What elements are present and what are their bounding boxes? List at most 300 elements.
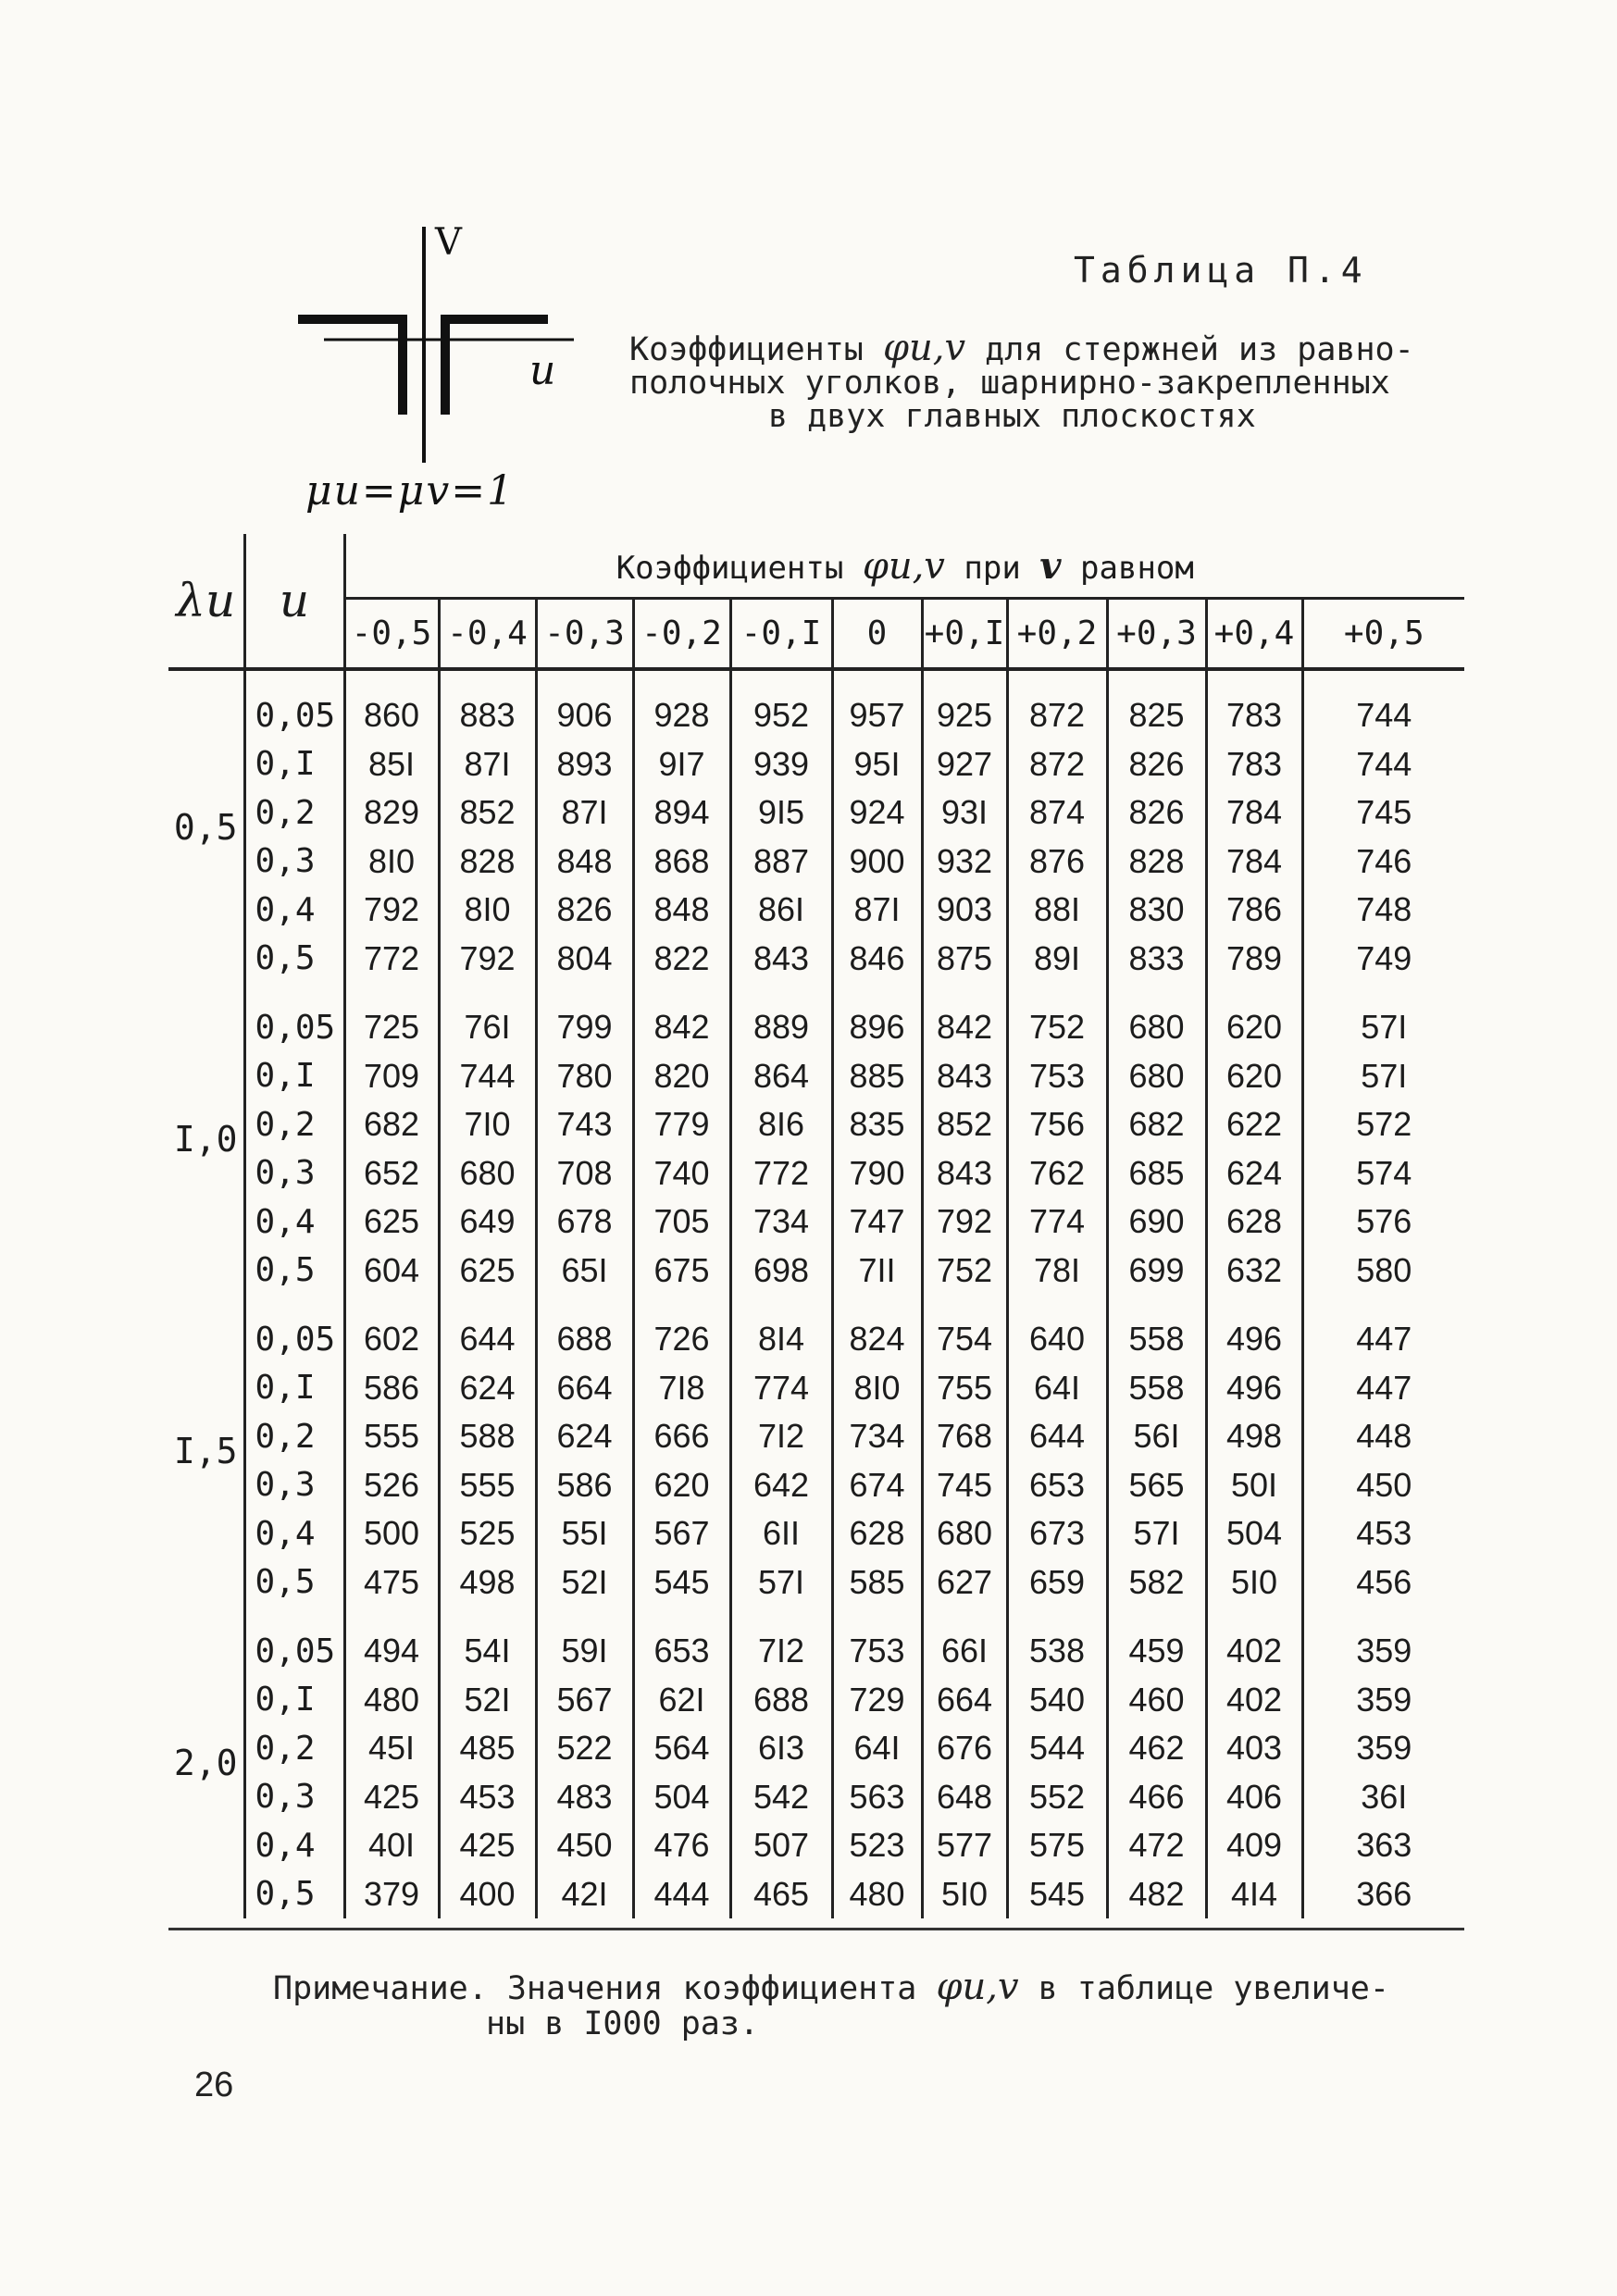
- span-header-post: равном: [1080, 549, 1194, 587]
- coefficient-cell: 459: [1107, 1607, 1206, 1676]
- coefficient-cell: 65I: [536, 1247, 633, 1296]
- u-value-cell: 0,I: [244, 1364, 344, 1413]
- table-row: [168, 838, 1464, 887]
- table-body: [168, 669, 1464, 1930]
- coefficient-cell: 523: [832, 1821, 922, 1870]
- coefficient-table: [168, 534, 1464, 1930]
- coefficient-cell: 447: [1356, 1368, 1412, 1407]
- table-row: [168, 1149, 1464, 1198]
- coefficient-cell: 462: [1107, 1724, 1206, 1773]
- coefficient-cell: 744: [1356, 696, 1412, 735]
- v-value-header: +0,I: [922, 599, 1007, 669]
- coefficient-cell: 87I: [832, 886, 922, 935]
- coefficient-cell: 820: [633, 1052, 730, 1101]
- coefficient-cell: 8I4: [730, 1295, 832, 1364]
- coefficient-cell: 754: [922, 1295, 1007, 1364]
- caption-phi-symbol: φu,v: [882, 327, 966, 369]
- coefficient-cell: 564: [633, 1724, 730, 1773]
- table-row: [168, 1295, 1464, 1364]
- u-value-cell: 0,4: [244, 1509, 344, 1558]
- u-value-cell: 0,2: [244, 1724, 344, 1773]
- caption-line-1: [629, 327, 1425, 369]
- coefficient-cell: 648: [922, 1773, 1007, 1822]
- coefficient-cell: 678: [536, 1198, 633, 1247]
- coefficient-cell: 7I0: [439, 1100, 536, 1149]
- coefficient-cell: 402: [1206, 1607, 1302, 1676]
- span-header-phi: φu,v: [862, 544, 945, 588]
- coefficient-cell: 552: [1007, 1773, 1107, 1822]
- span-header: [344, 534, 1464, 599]
- caption-post: для стержней из равно-: [985, 331, 1414, 368]
- coefficient-cell: 86I: [730, 886, 832, 935]
- coefficient-cell: 7I2: [730, 1607, 832, 1676]
- lambda-group-value: I,0: [168, 983, 244, 1295]
- lambda-group-value: 0,5: [168, 669, 244, 983]
- coefficient-cell: 563: [832, 1773, 922, 1822]
- coefficient-cell: 752: [922, 1247, 1007, 1296]
- coefficient-cell: 558: [1107, 1295, 1206, 1364]
- coefficient-cell: 688: [730, 1676, 832, 1725]
- coefficient-cell: 792: [439, 935, 536, 984]
- coefficient-cell: 625: [439, 1247, 536, 1296]
- coefficient-cell: 622: [1206, 1100, 1302, 1149]
- coefficient-cell: 659: [1007, 1558, 1107, 1607]
- coefficient-cell: 625: [344, 1198, 439, 1247]
- coefficient-cell: 843: [922, 1149, 1007, 1198]
- coefficient-cell: 565: [1107, 1461, 1206, 1510]
- coefficient-cell: 525: [439, 1509, 536, 1558]
- note-line-1: [273, 1966, 1439, 2008]
- coefficient-cell: 828: [1107, 838, 1206, 887]
- table-row: [168, 740, 1464, 789]
- coefficient-cell: 747: [832, 1198, 922, 1247]
- table-row: [168, 1773, 1464, 1822]
- coefficient-cell: 864: [730, 1052, 832, 1101]
- note-post: в таблице увеличе-: [1038, 1970, 1389, 2007]
- coefficient-cell: 740: [633, 1149, 730, 1198]
- coefficient-cell: 744: [1356, 744, 1412, 783]
- coefficient-cell: 842: [633, 983, 730, 1052]
- coefficient-cell: 359: [1356, 1680, 1412, 1719]
- coefficient-cell: 602: [344, 1295, 439, 1364]
- coefficient-cell: 872: [1007, 740, 1107, 789]
- table-row: [168, 1607, 1464, 1676]
- u-value-cell: 0,5: [244, 1247, 344, 1296]
- u-value-cell: 0,05: [244, 669, 344, 740]
- coefficient-cell: 62I: [633, 1676, 730, 1725]
- coefficient-cell: 748: [1356, 890, 1412, 929]
- coefficient-cell: 403: [1206, 1724, 1302, 1773]
- span-header-pre: Коэффициенты: [616, 549, 844, 587]
- coefficient-cell: 472: [1107, 1821, 1206, 1870]
- coefficient-cell: 792: [922, 1198, 1007, 1247]
- v-value-header: -0,I: [730, 599, 832, 669]
- coefficient-cell: 88I: [1007, 886, 1107, 935]
- coefficient-cell: 538: [1007, 1607, 1107, 1676]
- coefficient-cell: 400: [439, 1870, 536, 1919]
- coefficient-cell: 744: [439, 1052, 536, 1101]
- u-axis-label: u: [529, 347, 556, 394]
- coefficient-cell: 887: [730, 838, 832, 887]
- coefficient-cell: 89I: [1007, 935, 1107, 984]
- coefficient-cell: 828: [439, 838, 536, 887]
- coefficient-cell: 644: [1007, 1412, 1107, 1461]
- coefficient-cell: 792: [344, 886, 439, 935]
- coefficient-cell: 783: [1206, 740, 1302, 789]
- coefficient-cell: 784: [1206, 788, 1302, 838]
- u-value-cell: 0,3: [244, 838, 344, 887]
- coefficient-cell: 8I0: [439, 886, 536, 935]
- coefficient-cell: 664: [922, 1676, 1007, 1725]
- table-row: [168, 1558, 1464, 1607]
- coefficient-cell: 379: [344, 1870, 439, 1919]
- coefficient-cell: 504: [633, 1773, 730, 1822]
- coefficient-cell: 893: [536, 740, 633, 789]
- coefficient-cell: 682: [1107, 1100, 1206, 1149]
- v-value-header: -0,4: [439, 599, 536, 669]
- coefficient-cell: 868: [633, 838, 730, 887]
- coefficient-cell: 450: [1356, 1465, 1412, 1504]
- coefficient-cell: 852: [922, 1100, 1007, 1149]
- coefficient-cell: 555: [344, 1412, 439, 1461]
- coefficient-cell: 652: [344, 1149, 439, 1198]
- coefficient-cell: 57I: [1361, 1056, 1408, 1095]
- table-row: [168, 983, 1464, 1052]
- u-value-cell: 0,2: [244, 1412, 344, 1461]
- coefficient-cell: 826: [1107, 788, 1206, 838]
- coefficient-cell: 842: [922, 983, 1007, 1052]
- coefficient-cell: 628: [832, 1509, 922, 1558]
- left-angle-web: [398, 315, 407, 415]
- coefficient-cell: 786: [1206, 886, 1302, 935]
- coefficient-cell: 575: [1007, 1821, 1107, 1870]
- coefficient-cell: 883: [439, 669, 536, 740]
- coefficient-cell: 50I: [1206, 1461, 1302, 1510]
- table-row: [168, 1412, 1464, 1461]
- v-value-header: -0,2: [633, 599, 730, 669]
- coefficient-cell: 624: [536, 1412, 633, 1461]
- v-value-header: +0,2: [1007, 599, 1107, 669]
- left-angle-flange: [298, 315, 405, 324]
- coefficient-cell: 835: [832, 1100, 922, 1149]
- coefficient-cell: 725: [344, 983, 439, 1052]
- coefficient-cell: 87I: [536, 788, 633, 838]
- coefficient-cell: 829: [344, 788, 439, 838]
- coefficient-cell: 894: [633, 788, 730, 838]
- coefficient-cell: 772: [730, 1149, 832, 1198]
- coefficient-cell: 780: [536, 1052, 633, 1101]
- coefficient-cell: 406: [1206, 1773, 1302, 1822]
- coefficient-cell: 586: [344, 1364, 439, 1413]
- coefficient-cell: 574: [1356, 1153, 1412, 1192]
- coefficient-cell: 87I: [439, 740, 536, 789]
- coefficient-cell: 772: [344, 935, 439, 984]
- v-value-header: +0,3: [1107, 599, 1206, 669]
- coefficient-cell: 402: [1206, 1676, 1302, 1725]
- coefficient-cell: 496: [1206, 1295, 1302, 1364]
- coefficient-cell: 632: [1206, 1247, 1302, 1296]
- coefficient-cell: 673: [1007, 1509, 1107, 1558]
- coefficient-cell: 85I: [344, 740, 439, 789]
- coefficient-cell: 522: [536, 1724, 633, 1773]
- coefficient-cell: 843: [922, 1052, 1007, 1101]
- coefficient-cell: 885: [832, 1052, 922, 1101]
- coefficient-cell: 620: [1206, 983, 1302, 1052]
- coefficient-cell: 680: [1107, 983, 1206, 1052]
- coefficient-cell: 734: [730, 1198, 832, 1247]
- coefficient-cell: 485: [439, 1724, 536, 1773]
- coefficient-cell: 4I4: [1206, 1870, 1302, 1919]
- u-value-cell: 0,4: [244, 1198, 344, 1247]
- coefficient-cell: 698: [730, 1247, 832, 1296]
- coefficient-cell: 874: [1007, 788, 1107, 838]
- coefficient-cell: 6I3: [730, 1724, 832, 1773]
- v-value-header: 0: [832, 599, 922, 669]
- coefficient-cell: 52I: [536, 1558, 633, 1607]
- lambda-group-value: I,5: [168, 1295, 244, 1607]
- lambda-header: λu: [168, 534, 244, 669]
- coefficient-cell: 743: [536, 1100, 633, 1149]
- coefficient-cell: 957: [832, 669, 922, 740]
- coefficient-cell: 644: [439, 1295, 536, 1364]
- coefficient-cell: 680: [1107, 1052, 1206, 1101]
- coefficient-cell: 45I: [344, 1724, 439, 1773]
- coefficient-cell: 860: [344, 669, 439, 740]
- coefficient-cell: 359: [1356, 1632, 1412, 1670]
- note-line-2: ны в I000 раз.: [486, 2005, 760, 2042]
- coefficient-cell: 42I: [536, 1870, 633, 1919]
- table-row: [168, 1052, 1464, 1101]
- coefficient-cell: 688: [536, 1295, 633, 1364]
- coefficient-cell: 875: [922, 935, 1007, 984]
- u-value-cell: 0,3: [244, 1149, 344, 1198]
- coefficient-cell: 826: [1107, 740, 1206, 789]
- coefficient-cell: 746: [1356, 841, 1412, 880]
- coefficient-cell: 588: [439, 1412, 536, 1461]
- coefficient-cell: 558: [1107, 1364, 1206, 1413]
- coefficient-cell: 768: [922, 1412, 1007, 1461]
- coefficient-cell: 824: [832, 1295, 922, 1364]
- coefficient-cell: 649: [439, 1198, 536, 1247]
- coefficient-cell: 896: [832, 983, 922, 1052]
- coefficient-cell: 95I: [832, 740, 922, 789]
- u-value-cell: 0,05: [244, 1607, 344, 1676]
- coefficient-cell: 784: [1206, 838, 1302, 887]
- v-values-header-row: [168, 599, 1464, 669]
- coefficient-cell: 932: [922, 838, 1007, 887]
- coefficient-cell: 939: [730, 740, 832, 789]
- coefficient-cell: 745: [922, 1461, 1007, 1510]
- coefficient-cell: 876: [1007, 838, 1107, 887]
- coefficient-cell: 825: [1107, 669, 1206, 740]
- coefficient-cell: 52I: [439, 1676, 536, 1725]
- coefficient-cell: 476: [633, 1821, 730, 1870]
- coefficient-cell: 653: [633, 1607, 730, 1676]
- table-row: [168, 1364, 1464, 1413]
- table-row: [168, 1461, 1464, 1510]
- coefficient-cell: 664: [536, 1364, 633, 1413]
- table-row: [168, 1247, 1464, 1296]
- coefficient-cell: 846: [832, 935, 922, 984]
- coefficient-cell: 480: [344, 1676, 439, 1725]
- coefficient-table-wrap: [168, 534, 1464, 1930]
- coefficient-cell: 928: [633, 669, 730, 740]
- coefficient-cell: 705: [633, 1198, 730, 1247]
- coefficient-cell: 726: [633, 1295, 730, 1364]
- coefficient-cell: 5I0: [1206, 1558, 1302, 1607]
- mu-equation: μu=μv=1: [305, 467, 516, 515]
- coefficient-cell: 779: [633, 1100, 730, 1149]
- coefficient-cell: 5I0: [922, 1870, 1007, 1919]
- right-angle-web: [441, 315, 450, 415]
- coefficient-cell: 585: [832, 1558, 922, 1607]
- coefficient-cell: 680: [922, 1509, 1007, 1558]
- coefficient-cell: 9I7: [633, 740, 730, 789]
- coefficient-cell: 755: [922, 1364, 1007, 1413]
- coefficient-cell: 753: [832, 1607, 922, 1676]
- coefficient-cell: 64I: [1007, 1364, 1107, 1413]
- coefficient-cell: 507: [730, 1821, 832, 1870]
- coefficient-cell: 504: [1206, 1509, 1302, 1558]
- coefficient-cell: 676: [922, 1724, 1007, 1773]
- coefficient-cell: 93I: [922, 788, 1007, 838]
- u-header: u: [244, 534, 344, 669]
- coefficient-cell: 576: [1356, 1202, 1412, 1241]
- coefficient-cell: 582: [1107, 1558, 1206, 1607]
- coefficient-cell: 9I5: [730, 788, 832, 838]
- coefficient-cell: 852: [439, 788, 536, 838]
- coefficient-cell: 586: [536, 1461, 633, 1510]
- coefficient-cell: 952: [730, 669, 832, 740]
- coefficient-cell: 903: [922, 886, 1007, 935]
- coefficient-cell: 620: [1206, 1052, 1302, 1101]
- coefficient-cell: 447: [1356, 1320, 1412, 1359]
- coefficient-cell: 848: [633, 886, 730, 935]
- coefficient-cell: 40I: [344, 1821, 439, 1870]
- coefficient-cell: 494: [344, 1607, 439, 1676]
- coefficient-cell: 363: [1356, 1826, 1412, 1865]
- table-bottom-rule: [168, 1918, 1464, 1930]
- table-row: [168, 1724, 1464, 1773]
- coefficient-cell: 409: [1206, 1821, 1302, 1870]
- coefficient-cell: 496: [1206, 1364, 1302, 1413]
- coefficient-cell: 57I: [730, 1558, 832, 1607]
- coefficient-cell: 540: [1007, 1676, 1107, 1725]
- u-value-cell: 0,I: [244, 1052, 344, 1101]
- coefficient-cell: 848: [536, 838, 633, 887]
- u-value-cell: 0,5: [244, 935, 344, 984]
- coefficient-cell: 545: [633, 1558, 730, 1607]
- right-angle-flange: [441, 315, 548, 324]
- coefficient-cell: 577: [922, 1821, 1007, 1870]
- coefficient-cell: 56I: [1107, 1412, 1206, 1461]
- coefficient-cell: 627: [922, 1558, 1007, 1607]
- coefficient-cell: 55I: [536, 1509, 633, 1558]
- coefficient-cell: 572: [1356, 1105, 1412, 1144]
- coefficient-cell: 752: [1007, 983, 1107, 1052]
- coefficient-cell: 762: [1007, 1149, 1107, 1198]
- coefficient-cell: 444: [633, 1870, 730, 1919]
- coefficient-cell: 57I: [1107, 1509, 1206, 1558]
- span-header-v: v: [1039, 543, 1062, 588]
- coefficient-cell: 36I: [1361, 1777, 1408, 1816]
- note-phi-symbol: φu,v: [936, 1966, 1019, 2008]
- coefficient-cell: 366: [1356, 1874, 1412, 1913]
- u-value-cell: 0,05: [244, 1295, 344, 1364]
- u-value-cell: 0,2: [244, 1100, 344, 1149]
- coefficient-cell: 545: [1007, 1870, 1107, 1919]
- coefficient-cell: 7II: [832, 1247, 922, 1296]
- coefficient-cell: 799: [536, 983, 633, 1052]
- table-caption: [629, 327, 1425, 435]
- coefficient-cell: 685: [1107, 1149, 1206, 1198]
- coefficient-cell: 580: [1356, 1250, 1412, 1289]
- coefficient-cell: 8I0: [832, 1364, 922, 1413]
- coefficient-cell: 756: [1007, 1100, 1107, 1149]
- v-axis-label: V: [435, 221, 462, 264]
- coefficient-cell: 749: [1356, 938, 1412, 977]
- table-row: [168, 788, 1464, 838]
- u-value-cell: 0,3: [244, 1461, 344, 1510]
- coefficient-cell: 843: [730, 935, 832, 984]
- coefficient-cell: 830: [1107, 886, 1206, 935]
- coefficient-cell: 500: [344, 1509, 439, 1558]
- coefficient-cell: 628: [1206, 1198, 1302, 1247]
- page-number: 26: [194, 2066, 234, 2104]
- coefficient-cell: 680: [439, 1149, 536, 1198]
- table-row: [168, 1676, 1464, 1725]
- table-row: [168, 1100, 1464, 1149]
- coefficient-cell: 453: [439, 1773, 536, 1822]
- note-pre: Примечание. Значения коэффициента: [273, 1970, 917, 2007]
- u-value-cell: 0,2: [244, 788, 344, 838]
- coefficient-cell: 753: [1007, 1052, 1107, 1101]
- v-value-header: +0,4: [1206, 599, 1302, 669]
- table-note: [273, 1966, 1439, 2042]
- coefficient-cell: 66I: [922, 1607, 1007, 1676]
- coefficient-cell: 498: [1206, 1412, 1302, 1461]
- coefficient-cell: 889: [730, 983, 832, 1052]
- coefficient-cell: 833: [1107, 935, 1206, 984]
- coefficient-cell: 567: [633, 1509, 730, 1558]
- coefficient-cell: 456: [1356, 1562, 1412, 1601]
- table-row: [168, 1870, 1464, 1919]
- coefficient-cell: 425: [439, 1821, 536, 1870]
- coefficient-cell: 483: [536, 1773, 633, 1822]
- caption-line-2: полочных уголков, шарнирно-закрепленных: [629, 365, 1390, 402]
- coefficient-cell: 789: [1206, 935, 1302, 984]
- coefficient-cell: 642: [730, 1461, 832, 1510]
- caption-pre: Коэффициенты: [629, 331, 864, 368]
- coefficient-cell: 925: [922, 669, 1007, 740]
- coefficient-cell: 624: [1206, 1149, 1302, 1198]
- coefficient-cell: 927: [922, 740, 1007, 789]
- table-row: [168, 1821, 1464, 1870]
- u-value-cell: 0,4: [244, 886, 344, 935]
- coefficient-cell: 774: [730, 1364, 832, 1413]
- coefficient-cell: 924: [832, 788, 922, 838]
- coefficient-cell: 708: [536, 1149, 633, 1198]
- coefficient-cell: 906: [536, 669, 633, 740]
- coefficient-cell: 745: [1356, 793, 1412, 832]
- coefficient-cell: 567: [536, 1676, 633, 1725]
- coefficient-cell: 526: [344, 1461, 439, 1510]
- coefficient-cell: 8I6: [730, 1100, 832, 1149]
- coefficient-cell: 734: [832, 1412, 922, 1461]
- coefficient-cell: 804: [536, 935, 633, 984]
- coefficient-cell: 675: [633, 1247, 730, 1296]
- coefficient-cell: 826: [536, 886, 633, 935]
